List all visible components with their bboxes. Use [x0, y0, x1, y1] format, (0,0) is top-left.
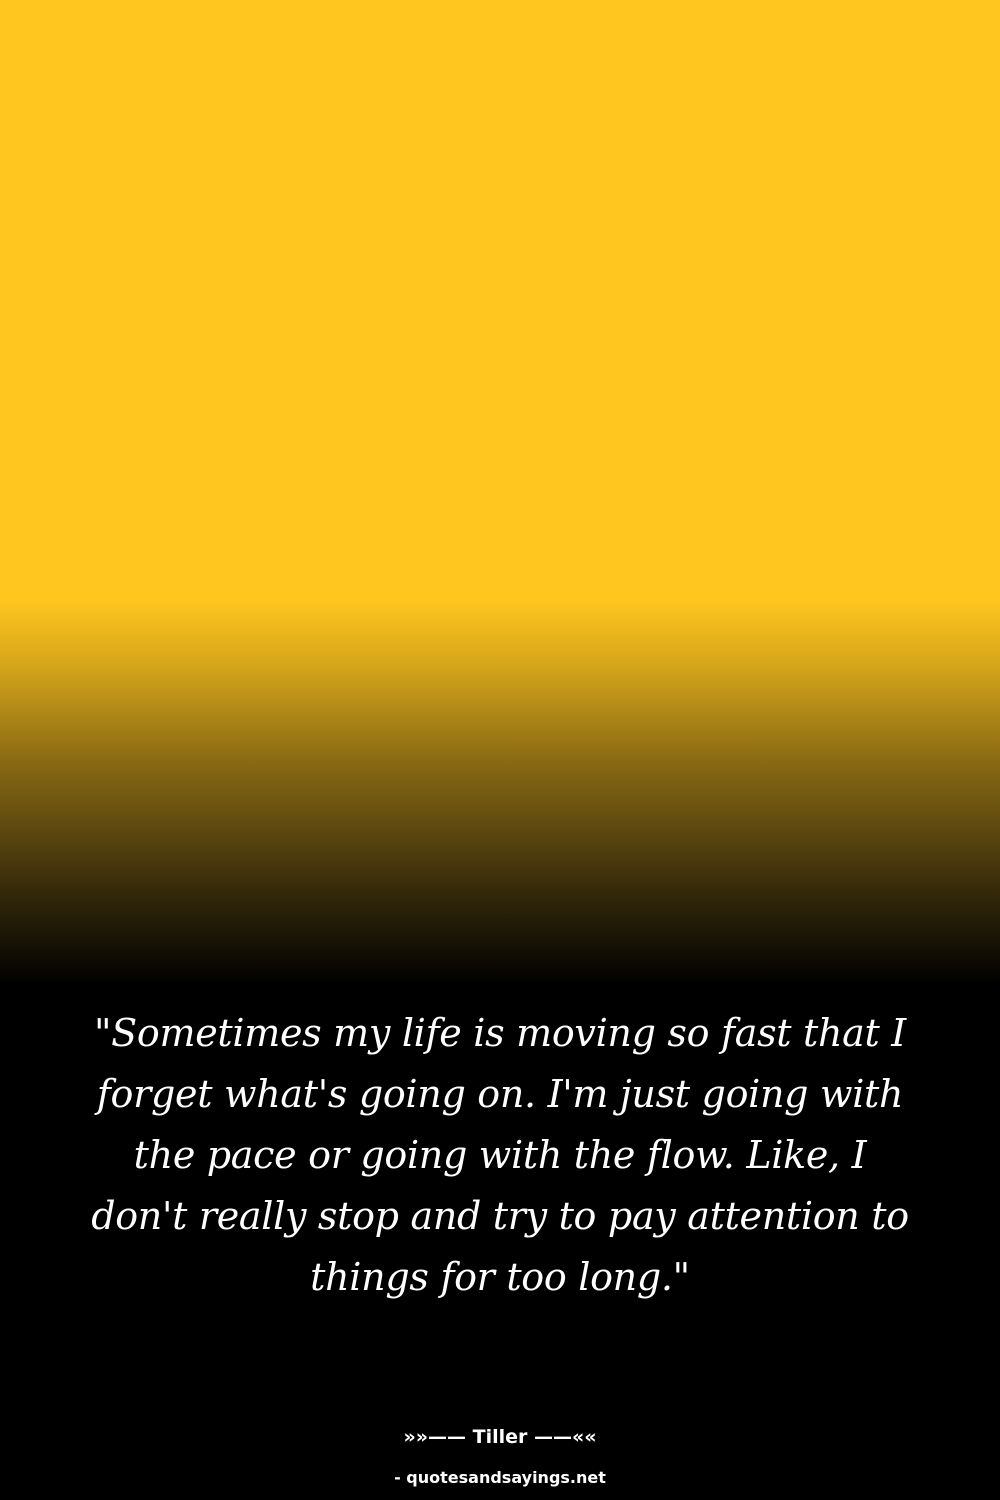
- source-watermark: - quotesandsayings.net: [394, 1468, 606, 1487]
- quote-text: "Sometimes my life is moving so fast that I forget what's going on. I'm just going with the pace or going with the flow. Like, I don't really stop and try to pay attention to things for too long.": [91, 1011, 909, 1299]
- author-attribution: »»—— Tiller ——««: [403, 1426, 597, 1448]
